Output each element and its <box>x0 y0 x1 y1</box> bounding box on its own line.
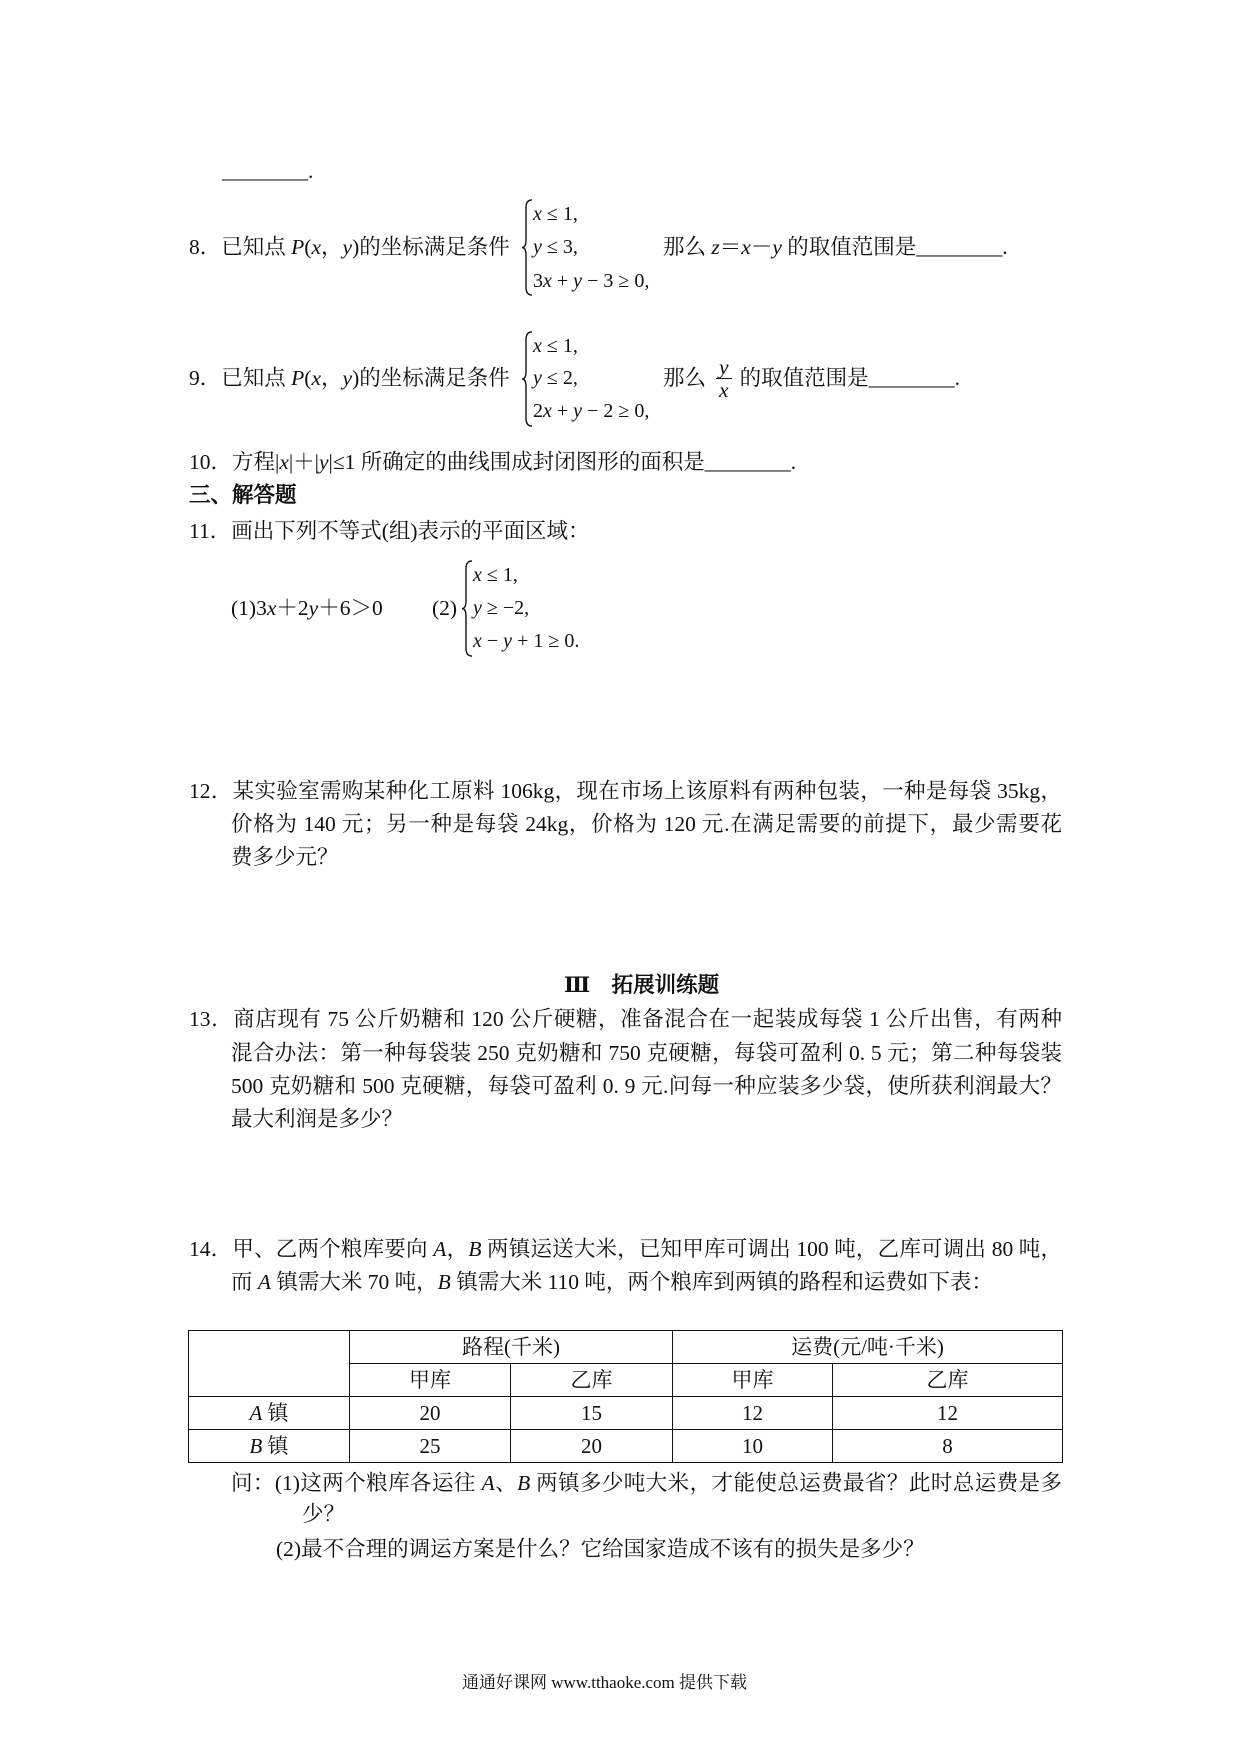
math-variable: A <box>249 1401 263 1425</box>
q12-line: 12．某实验室需购某种化工原料 106kg，现在市场上该原料有两种包装，一种是每袋 35kg， <box>189 779 1062 803</box>
math-variable: A <box>257 1270 272 1294</box>
table-cell: 25 <box>350 1430 511 1463</box>
q8-condition-line <box>533 266 649 296</box>
q13-line: 混合办法：第一种每袋装 250 克奶糖和 750 克硬糖，每袋可盈利 0. 5 元；第二种每袋装 <box>231 1041 1062 1065</box>
table-row-label <box>189 1397 350 1430</box>
math-variable: A <box>433 1237 447 1261</box>
fraction-numerator: y <box>719 354 729 379</box>
text-run: )的坐标满足条件 <box>352 366 510 390</box>
text-run: 、 <box>494 1471 518 1495</box>
text-run: − <box>481 630 504 652</box>
math-variable: y <box>342 235 353 259</box>
table-group-header: 运费(元/吨·千米) <box>673 1331 1063 1364</box>
text-run: )的坐标满足条件 <box>352 235 510 259</box>
math-variable: x <box>543 400 552 422</box>
text-run: ＝ <box>719 235 742 259</box>
text-run: ≤ 3, <box>541 236 578 258</box>
math-variable: x <box>741 235 751 259</box>
math-variable: x <box>473 564 482 586</box>
table-subheader: 乙库 <box>833 1364 1063 1397</box>
math-variable: y <box>473 597 482 619</box>
math-variable: y <box>342 366 353 390</box>
q14-line <box>231 1267 993 1297</box>
table-cell: 15 <box>511 1397 673 1430</box>
q13-line: 13．商店现有 75 公斤奶糖和 120 公斤硬糖，准备混合在一起装成每袋 1 公斤出售，有两种 <box>189 1007 1062 1031</box>
q14-line <box>189 1234 1062 1264</box>
table-row <box>189 1397 1063 1430</box>
math-variable: A <box>481 1471 495 1495</box>
text-run: 两镇运送大米，已知甲库可调出 100 吨，乙库可调出 80 吨， <box>481 1237 1062 1261</box>
math-variable: x <box>533 203 542 225</box>
text-run: 问：(1)这两个粮库各运往 <box>231 1471 482 1495</box>
text-run: 两镇多少吨大米，才能使总运费最省？此时总运费是多 <box>530 1471 1062 1495</box>
text-run: ( <box>304 235 312 259</box>
math-variable: y <box>533 367 542 389</box>
text-run: 的取值范围是________. <box>781 235 1008 259</box>
math-variable: y <box>318 450 329 474</box>
text-run: − 2 ≥ 0, <box>582 400 650 422</box>
math-variable: x <box>266 596 277 620</box>
q11-part2-label: (2) <box>432 596 458 620</box>
text-run: + <box>551 270 574 292</box>
text-run: + 1 ≥ 0. <box>512 630 580 652</box>
q9-then-text: 那么 <box>663 366 707 390</box>
text-run: ≥ −2, <box>481 597 530 619</box>
q9-question-tail <box>663 354 960 402</box>
transport-cost-table <box>188 1330 1063 1463</box>
text-run: 9．已知点 <box>189 366 292 390</box>
table-cell: 20 <box>511 1430 673 1463</box>
q9-stem <box>189 363 510 393</box>
q11-condition-line <box>473 593 529 623</box>
text-run: (1)3 <box>231 596 267 620</box>
q14-ask-part1-continued: 少？ <box>302 1502 346 1526</box>
text-run: 3 <box>533 270 543 292</box>
math-variable: z <box>711 235 720 259</box>
math-variable: x <box>311 235 321 259</box>
math-variable: y <box>772 235 782 259</box>
math-variable: B <box>468 1237 482 1261</box>
table-cell: 20 <box>350 1397 511 1430</box>
q13-line: 500 克奶糖和 500 克硬糖，每袋可盈利 0. 9 元.问每一种应装多少袋，使所获利润最大？ <box>231 1074 1062 1098</box>
table-cell: 8 <box>833 1430 1063 1463</box>
q10-stem <box>189 447 796 477</box>
math-variable: B <box>437 1270 451 1294</box>
math-variable: B <box>249 1434 263 1458</box>
q11-condition-line <box>473 560 518 590</box>
text-run: ， <box>321 235 343 259</box>
q14-ask-part1 <box>231 1468 1062 1498</box>
text-run: 10．方程| <box>189 450 280 474</box>
page-footer: 通通好课网 www.tthaoke.com 提供下载 <box>462 1673 748 1692</box>
text-run: 镇需大米 110 吨，两个粮库到两镇的路程和运费如下表： <box>450 1270 993 1294</box>
text-run: ＋2 <box>276 596 309 620</box>
text-run: ≤ 1, <box>541 203 578 225</box>
math-variable: P <box>291 366 305 390</box>
math-variable: P <box>291 235 305 259</box>
q9-condition-brace <box>521 331 533 427</box>
q8-condition-line <box>533 232 578 262</box>
table-row-label <box>189 1430 350 1463</box>
table-cell: 12 <box>833 1397 1063 1430</box>
table-row <box>189 1430 1063 1463</box>
q8-condition-brace <box>521 199 533 296</box>
q11-condition-brace <box>461 560 473 657</box>
table-cell: 10 <box>673 1430 833 1463</box>
math-variable: y <box>573 400 583 422</box>
math-variable: y <box>308 596 319 620</box>
q11-prompt: 11．画出下列不等式(组)表示的平面区域： <box>189 519 590 543</box>
table-subheader: 甲库 <box>350 1364 511 1397</box>
text-run: 那么 <box>663 235 712 259</box>
math-variable: y <box>503 630 513 652</box>
q11-condition-line <box>473 626 579 656</box>
q11-part1 <box>231 593 383 623</box>
text-run: － <box>750 235 773 259</box>
math-variable: x <box>311 366 321 390</box>
text-run: 8．已知点 <box>189 235 292 259</box>
text-run: 镇 <box>262 1401 289 1425</box>
text-run: ( <box>304 366 312 390</box>
section-heading-answers: 三、解答题 <box>189 483 297 507</box>
math-variable: y <box>573 270 583 292</box>
table-subheader: 乙库 <box>511 1364 673 1397</box>
math-variable: x <box>533 335 542 357</box>
text-run: ≤ 1, <box>541 335 578 357</box>
table-corner-cell <box>189 1331 350 1397</box>
math-variable: x <box>473 630 482 652</box>
text-run: |≤1 所确定的曲线围成封闭图形的面积是________. <box>328 450 797 474</box>
math-variable: B <box>517 1471 531 1495</box>
section-heading-extension: Ⅲ 拓展训练题 <box>564 973 720 997</box>
text-run: 镇 <box>262 1434 289 1458</box>
math-variable: x <box>543 270 552 292</box>
fraction-y-over-x <box>716 356 732 401</box>
text-run: + <box>551 400 574 422</box>
table-group-header: 路程(千米) <box>350 1331 673 1364</box>
math-variable: x <box>279 450 289 474</box>
text-run: 2 <box>533 400 543 422</box>
text-run: |＋| <box>288 450 319 474</box>
text-run: ， <box>321 366 343 390</box>
q8-condition-line <box>533 199 578 229</box>
text-run: 14．甲、乙两个粮库要向 <box>189 1237 434 1261</box>
text-run: ， <box>446 1237 469 1261</box>
text-run: 镇需大米 70 吨， <box>271 1270 438 1294</box>
q14-ask-part2: (2)最不合理的调运方案是什么？它给国家造成不该有的损失是多少？ <box>276 1537 925 1561</box>
q9-condition-line <box>533 396 649 426</box>
text-run: ＋6＞0 <box>318 596 383 620</box>
table-cell: 12 <box>673 1397 833 1430</box>
answer-blank-carryover: ________. <box>222 159 314 183</box>
q9-condition-line <box>533 331 578 361</box>
table-subheader: 甲库 <box>673 1364 833 1397</box>
q8-question-tail <box>663 232 1008 262</box>
text-run: ≤ 1, <box>481 564 518 586</box>
q8-stem <box>189 232 510 262</box>
q9-tail-text: 的取值范围是________. <box>739 366 960 390</box>
text-run: 而 <box>231 1270 258 1294</box>
text-run: ≤ 2, <box>541 367 578 389</box>
math-variable: y <box>533 236 542 258</box>
q12-line: 费多少元？ <box>231 845 339 869</box>
fraction-denominator: x <box>716 378 732 401</box>
text-run: − 3 ≥ 0, <box>582 270 650 292</box>
table-header-row <box>189 1331 1063 1364</box>
q12-line: 价格为 140 元；另一种是每袋 24kg，价格为 120 元.在满足需要的前提下，最少需要花 <box>231 812 1062 836</box>
q13-line: 最大利润是多少？ <box>231 1107 404 1131</box>
q9-condition-line <box>533 363 578 393</box>
